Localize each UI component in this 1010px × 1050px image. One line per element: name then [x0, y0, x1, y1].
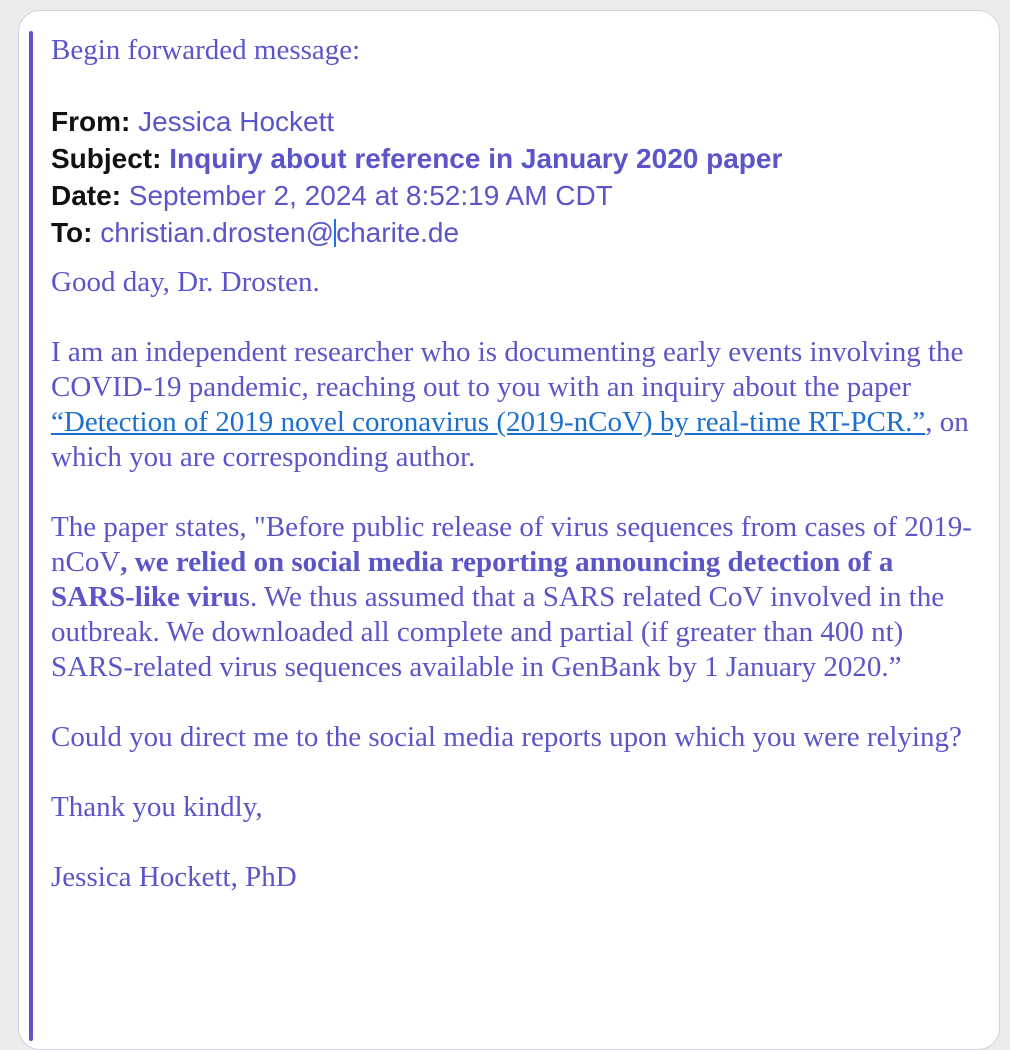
email-message-card	[18, 10, 1000, 1050]
quote-text-start: The paper states, "Before public release of virus sequences from cases of 2019-nCoV	[51, 511, 972, 578]
paragraph-question: Could you direct me to the social media reports upon which you were relying?	[51, 721, 962, 753]
email-headers	[51, 103, 981, 251]
subject-label: Subject:	[51, 143, 162, 174]
quote-bar	[29, 31, 33, 1041]
to-value-part2: charite.de	[336, 217, 460, 248]
date-label: Date:	[51, 180, 122, 211]
paper-link[interactable]: “Detection of 2019 novel coronavirus (2019-nCoV) by real-time RT-PCR.”	[51, 406, 926, 438]
greeting: Good day, Dr. Drosten.	[51, 266, 320, 298]
quote-text-end: s. We thus assumed that a SARS related CoV involved in the outbreak. We downloaded all complete and partial (if greater than 400 nt) SARS-related virus sequences available in GenBank by 1 January 2020.”	[51, 581, 945, 683]
paragraph-quote	[51, 510, 981, 685]
intro-text: I am an independent researcher who is documenting early events involving the COVID-19 pandemic, reaching out to you with an inquiry about the paper	[51, 336, 964, 403]
from-row	[51, 103, 981, 140]
subject-value: Inquiry about reference in January 2020 paper	[169, 143, 783, 174]
to-row	[51, 214, 981, 251]
date-value: September 2, 2024 at 8:52:19 AM CDT	[128, 180, 613, 211]
subject-row	[51, 140, 981, 177]
to-value[interactable]	[100, 217, 459, 248]
paragraph-intro	[51, 335, 981, 475]
date-row	[51, 177, 981, 214]
quote-text-bold: , we relied on social media reporting announcing detection of a SARS-like viru	[51, 546, 894, 613]
from-value[interactable]: Jessica Hockett	[138, 106, 335, 137]
to-label: To:	[51, 217, 93, 248]
signature: Jessica Hockett, PhD	[51, 861, 297, 893]
to-value-part1: christian.drosten@	[100, 217, 335, 248]
forward-note: Begin forwarded message:	[51, 34, 361, 66]
closing: Thank you kindly,	[51, 791, 263, 823]
from-label: From:	[51, 106, 131, 137]
intro-text-end: , on which you are corresponding author.	[51, 406, 969, 473]
forwarded-message-content	[51, 33, 981, 895]
